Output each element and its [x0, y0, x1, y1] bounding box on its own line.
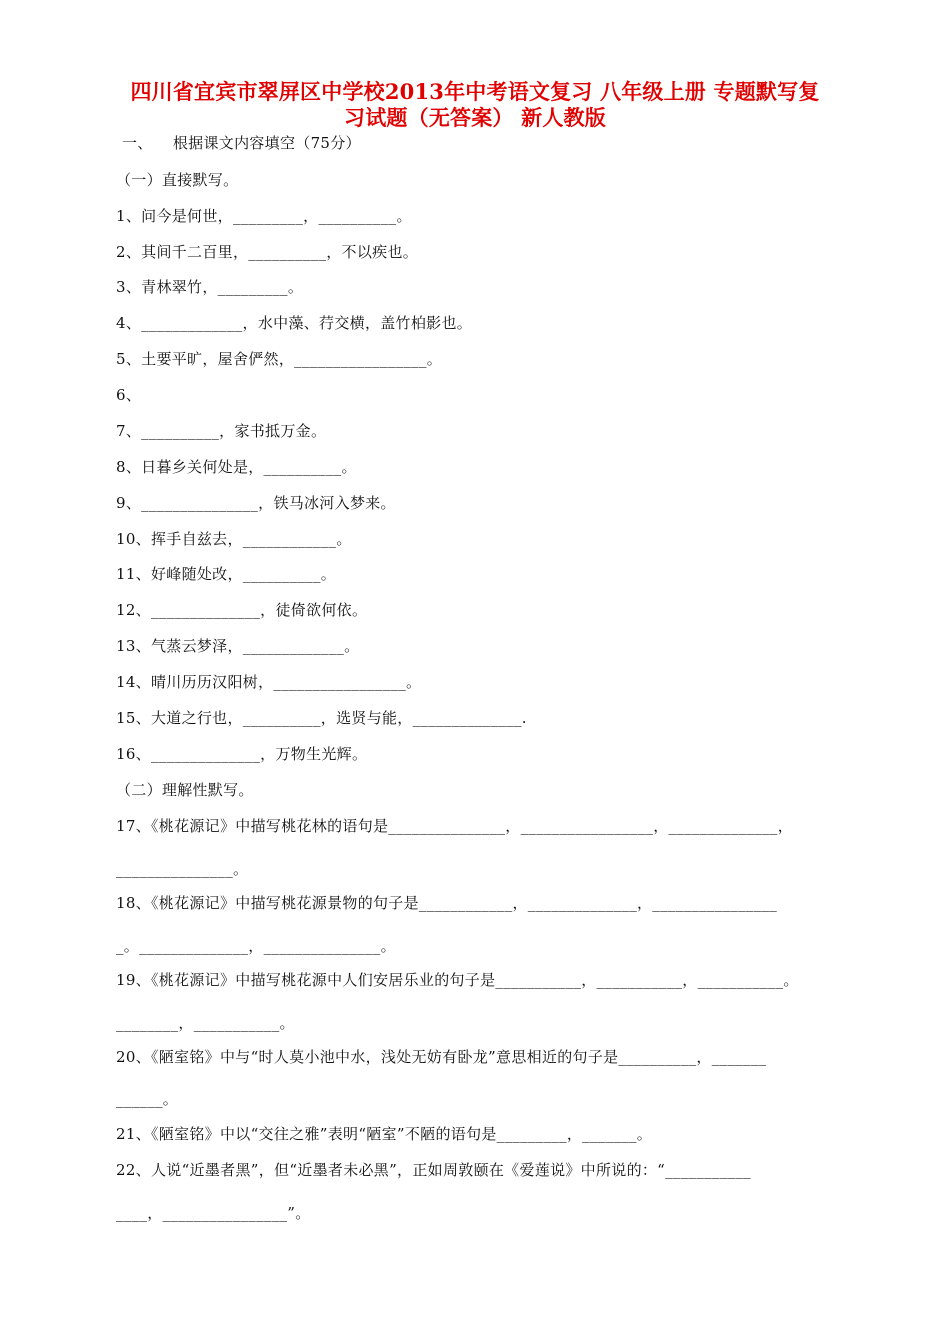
section-heading-understanding: （二）理解性默写。: [116, 781, 254, 799]
question-11: 11、好峰随处改，__________。: [116, 565, 337, 583]
question-19-cont: ________，___________。: [116, 1014, 295, 1032]
section-heading-main: 一、 根据课文内容填空（75分）: [122, 134, 361, 152]
question-1: 1、问今是何世，_________，__________。: [116, 207, 412, 225]
question-20-cont: ______。: [116, 1090, 179, 1108]
question-12: 12、______________，徒倚欲何依。: [116, 601, 368, 619]
question-6: 6、: [116, 386, 142, 404]
question-18: 18、《桃花源记》中描写桃花源景物的句子是____________，______________，________________: [116, 894, 778, 912]
question-8: 8、日暮乡关何处是，__________。: [116, 458, 357, 476]
question-19: 19、《桃花源记》中描写桃花源中人们安居乐业的句子是___________，___________，___________。: [116, 971, 799, 989]
question-14: 14、晴川历历汉阳树，_________________。: [116, 673, 422, 691]
question-22: 22、人说“近墨者黑”，但“近墨者未必黑”，正如周敦颐在《爱莲说》中所说的：“___________: [116, 1161, 751, 1179]
title-line-2: 习试题（无答案） 新人教版: [344, 105, 606, 130]
section-heading-direct: （一）直接默写。: [116, 171, 239, 189]
document-title: [100, 79, 850, 131]
question-22-cont: ____，________________”。: [116, 1204, 311, 1222]
question-17: 17、《桃花源记》中描写桃花林的语句是_______________，_________________，______________，: [116, 817, 793, 835]
question-18-cont: _。______________，_______________。: [116, 937, 396, 955]
question-13: 13、气蒸云梦泽，_____________。: [116, 637, 360, 655]
question-7: 7、__________，家书抵万金。: [116, 422, 327, 440]
question-2: 2、其间千二百里，__________，不以疾也。: [116, 243, 419, 261]
question-3: 3、青林翠竹，_________。: [116, 278, 304, 296]
title-line-1: 四川省宜宾市翠屏区中学校2013年中考语文复习 八年级上册 专题默写复: [130, 79, 820, 104]
question-20: 20、《陋室铭》中与“时人莫小池中水，浅处无妨有卧龙”意思相近的句子是__________，_______: [116, 1048, 767, 1066]
question-16: 16、______________，万物生光辉。: [116, 745, 368, 763]
question-4: 4、_____________，水中藻、荇交横，盖竹柏影也。: [116, 314, 473, 332]
question-10: 10、挥手自兹去，____________。: [116, 530, 352, 548]
question-5: 5、土要平旷，屋舍俨然，_________________。: [116, 350, 443, 368]
question-15: 15、大道之行也，__________，选贤与能，______________.: [116, 709, 527, 727]
question-21: 21、《陋室铭》中以“交往之雅”表明“陋室”不陋的语句是_________，_______。: [116, 1125, 653, 1143]
question-17-cont: _______________。: [116, 860, 249, 878]
question-9: 9、_______________，铁马冰河入梦来。: [116, 494, 396, 512]
